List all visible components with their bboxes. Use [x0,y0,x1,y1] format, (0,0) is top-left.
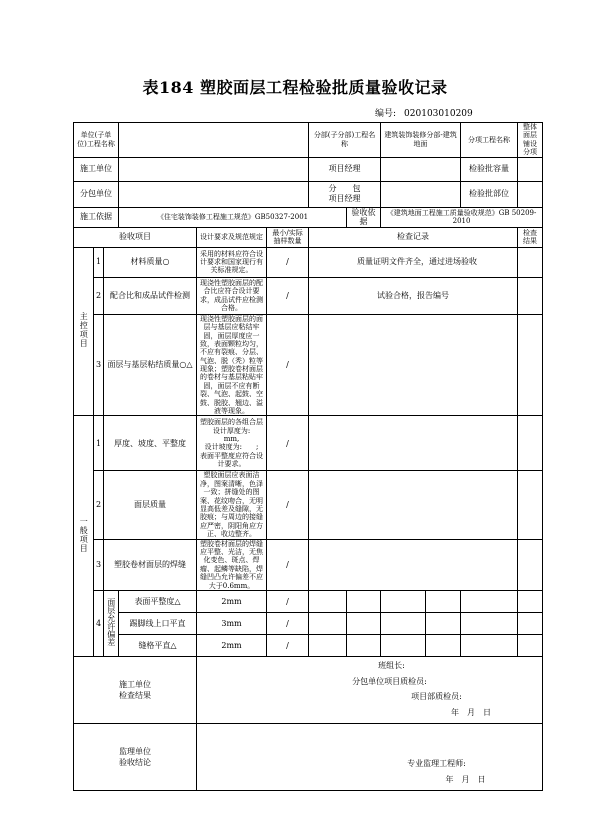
unit-label: 单位(子单位)工程名称 [74,123,119,158]
sub-pm-label: 分 包 项目经理 [309,181,381,207]
unit-value[interactable] [119,123,309,158]
measure-cell[interactable] [347,634,381,656]
team-leader: 班组长: [378,660,405,670]
measure-cell[interactable] [426,612,461,634]
measure-cell[interactable] [309,590,347,612]
item-name: 面层与基层粘结质量○△ [104,314,197,416]
contractor-check-signatures[interactable] [197,656,543,723]
header-row-project [74,123,543,158]
row-number: 3 [94,539,104,590]
contractor-check-label: 施工单位 检查结果 [74,656,197,723]
row-number: 1 [94,416,104,471]
measure-cell[interactable] [347,612,381,634]
item-sample[interactable]: / [267,277,309,314]
item-result[interactable] [518,416,543,471]
item-result[interactable] [518,612,543,634]
table-row [74,612,543,634]
col-requirement: 设计要求及规范规定 [197,227,267,247]
code-value: 020103010209 [404,109,473,119]
general-group-label: 一般项目 [74,416,94,656]
item-sample[interactable]: / [267,247,309,277]
column-header-row [74,227,543,247]
code-label: 编号: [375,109,397,119]
measure-cell[interactable] [381,612,426,634]
measure-cell[interactable] [347,590,381,612]
division-value[interactable]: 建筑装饰装修分部-建筑地面 [381,123,461,158]
inspection-form-table [73,122,543,791]
item-sample[interactable]: / [267,471,309,539]
row-number: 2 [94,277,104,314]
tolerance-value: 2mm [197,634,267,656]
basis-value: 《住宅装饰装修工程施工规范》GB50327-2001 [119,207,347,227]
division-label: 分部(子分部)工程名称 [309,123,381,158]
row-number: 4 [94,590,104,656]
col-record: 检查记录 [309,227,518,247]
sub-inspector: 分包单位项目质检员: [352,676,427,686]
tolerance-name: 缝格平直△ [119,634,197,656]
header-row-contractor [74,157,543,181]
measure-cell[interactable] [426,590,461,612]
header-row-subcontractor [74,181,543,207]
measure-cell[interactable] [381,634,426,656]
measure-cell[interactable] [426,634,461,656]
item-requirement: 塑胶卷材面层的焊缝应平整、光洁，无焦化变色、斑点、焊瘤、起鳞等缺陷，焊缝凹凸允许偏差不应大于0.6mm。 [197,539,267,590]
item-record[interactable] [309,314,518,416]
contractor-date: 年 月 日 [451,707,492,717]
item-result[interactable] [518,314,543,416]
project-inspector: 项目部质检员: [411,692,462,702]
item-result[interactable] [518,590,543,612]
item-requirement: 塑胶面层应表面洁净，图案清晰，色泽一致；拼缝处的图案、花纹吻合，无明显高低差及缝隙，无胶痕；与周边的接缝应严密，阴阳角应方正、收边整齐。 [197,471,267,539]
table-row [74,416,543,471]
item-result[interactable] [518,471,543,539]
item-name: 配合比和成品试件检测 [104,277,197,314]
item-name: 面层质量 [104,471,197,539]
acceptance-basis-value: 《建筑地面工程施工质量验收规范》GB 50209-2010 [381,207,543,227]
subcontractor-value[interactable] [119,181,309,207]
contractor-value[interactable] [119,157,309,181]
measure-cell[interactable] [309,634,347,656]
batch-capacity-label: 检验批容量 [461,157,518,181]
item-record[interactable] [309,539,518,590]
sub-pm-value[interactable] [381,181,461,207]
acceptance-basis-label: 验收依据 [347,207,381,227]
contractor-label: 施工单位 [74,157,119,181]
row-number: 2 [94,471,104,539]
supervising-engineer: 专业监理工程师: [407,759,466,769]
tolerance-name: 表面平整度△ [119,590,197,612]
item-sample[interactable]: / [267,539,309,590]
measure-cell[interactable] [461,634,518,656]
pm-value[interactable] [381,157,461,181]
item-record[interactable] [309,416,518,471]
contractor-check-row [74,656,543,723]
supervisor-signatures[interactable] [197,724,543,791]
table-row [74,314,543,416]
pm-label: 项目经理 [309,157,381,181]
table-row [74,539,543,590]
subitem-label: 分项工程名称 [461,123,518,158]
batch-capacity-value[interactable] [518,157,543,181]
item-name: 材料质量○ [104,247,197,277]
row-number: 3 [94,314,104,416]
item-requirement: 现浇性塑胶面层的配合比应符合设计要求，成品试件应检测合格。 [197,277,267,314]
item-result[interactable] [518,277,543,314]
item-record[interactable]: 试验合格，报告编号 [309,277,518,314]
col-result: 检查结果 [518,227,543,247]
item-name: 厚度、坡度、平整度 [104,416,197,471]
tolerance-value: 3mm [197,612,267,634]
measure-cell[interactable] [309,612,347,634]
col-item: 验收项目 [74,227,197,247]
table-row [74,471,543,539]
item-sample[interactable]: / [267,416,309,471]
measure-cell[interactable] [381,590,426,612]
item-sample[interactable]: / [267,314,309,416]
basis-label: 施工依据 [74,207,119,227]
item-record[interactable]: 质量证明文件齐全，通过进场验收 [309,247,518,277]
subcontractor-label: 分包单位 [74,181,119,207]
row-number: 1 [94,247,104,277]
tolerance-value: 2mm [197,590,267,612]
table-row [74,247,543,277]
document-code [375,106,473,119]
item-name: 塑胶卷材面层的焊缝 [104,539,197,590]
main-group-label: 主控项目 [74,247,94,416]
measure-cell[interactable] [461,590,518,612]
supervisor-label: 监理单位 验收结论 [74,724,197,791]
supervisor-row [74,724,543,791]
item-result[interactable] [518,634,543,656]
batch-location-value[interactable] [518,181,543,207]
item-result[interactable] [518,247,543,277]
header-row-basis [74,207,543,227]
tolerance-sample[interactable]: / [267,590,309,612]
item-requirement: 塑胶面层的各组合层设计厚度为: mm, 设计坡度为: ; 表面平整度应符合设计要求。 [197,416,267,471]
table-row [74,277,543,314]
item-requirement: 现浇性塑胶面层的面层与基层应粘结牢固，面层厚度应一致，表面颗粒均匀，不应有裂痕、分层、气泡、脱（秃）粒等现象；塑胶卷材面层的卷材与基层粘贴牢固，面层不应有断裂、气泡、起鼓、空鼓、脱胶、翘边、溢液等现象。 [197,314,267,416]
subitem-value[interactable]: 整体面层铺设分项 [518,123,543,158]
tolerance-name: 踢脚线上口平直 [119,612,197,634]
item-record[interactable] [309,471,518,539]
supervisor-date: 年 月 日 [445,774,486,784]
tolerance-sample[interactable]: / [267,612,309,634]
table-row [74,634,543,656]
tolerance-group-label: 面层允许偏差 [104,590,119,656]
batch-location-label: 检验批部位 [461,181,518,207]
item-result[interactable] [518,539,543,590]
table-row [74,590,543,612]
tolerance-sample[interactable]: / [267,634,309,656]
document-title: 表184 塑胶面层工程检验批质量验收记录 [142,78,448,97]
measure-cell[interactable] [461,612,518,634]
item-requirement: 采用的材料应符合设计要求和国家现行有关标准规定。 [197,247,267,277]
col-sample: 最小/实际抽样数量 [267,227,309,247]
